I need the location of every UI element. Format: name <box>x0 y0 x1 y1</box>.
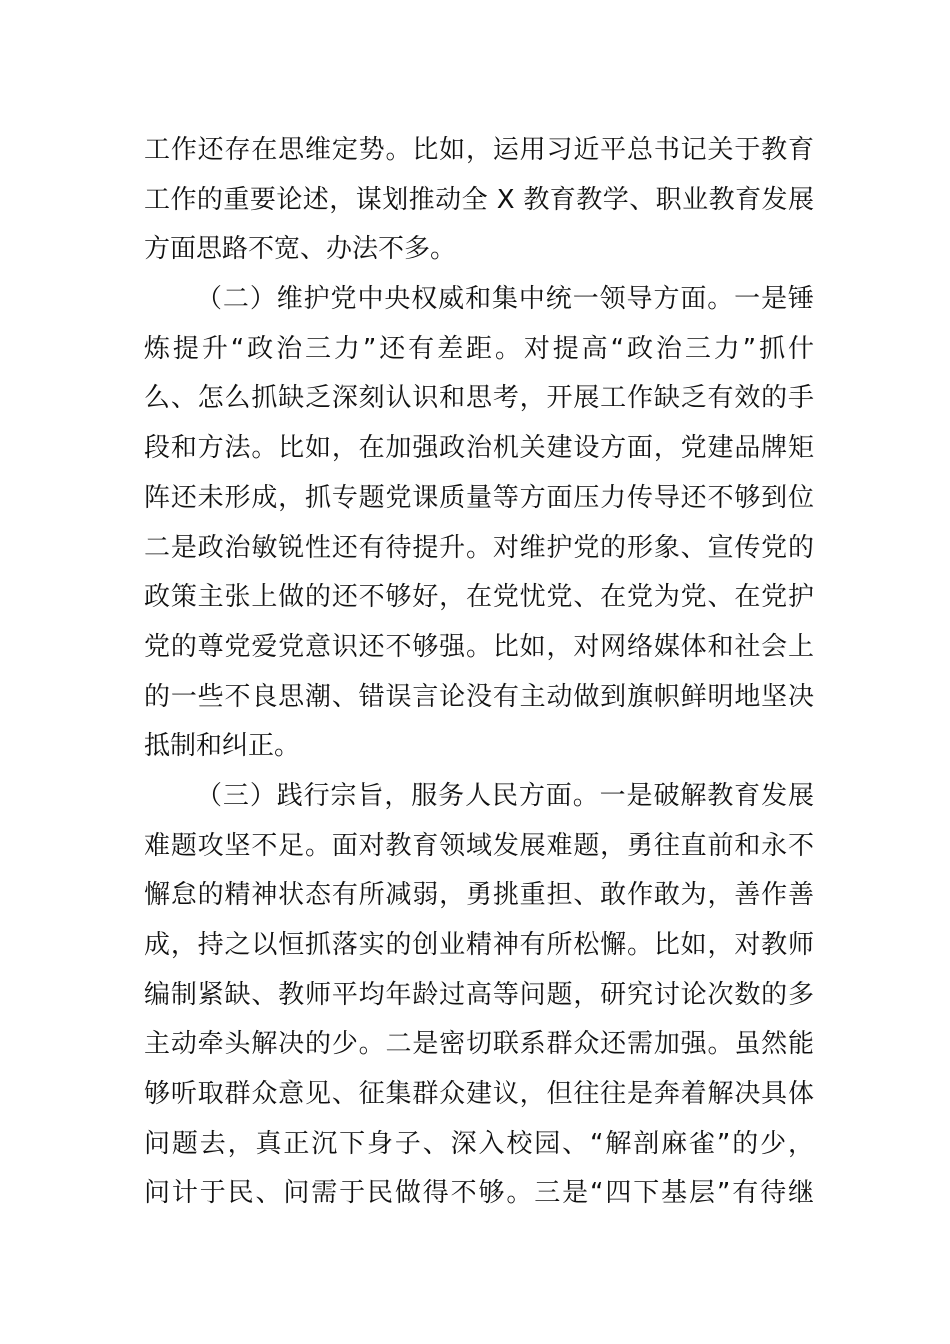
text-line: 工作的重要论述，谋划推动全 X 教育教学、职业教育发展 <box>144 184 814 215</box>
text-line: 难题攻坚不足。面对教育领域发展难题，勇往直前和永不 <box>144 830 814 861</box>
text-line: （三）践行宗旨，服务人民方面。一是破解教育发展 <box>196 780 814 811</box>
text-line: 问题去，真正沉下身子、深入校园、“解剖麻雀”的少， <box>144 1128 814 1159</box>
text-line: 成，持之以恒抓落实的创业精神有所松懈。比如，对教师 <box>144 930 814 960</box>
text-line: 炼提升“政治三力”还有差距。对提高“政治三力”抓什 <box>144 333 814 364</box>
text-line: 工作还存在思维定势。比如，运用习近平总书记关于教育 <box>144 135 814 165</box>
text-line: 主动牵头解决的少。二是密切联系群众还需加强。虽然能 <box>144 1029 814 1060</box>
body-text <box>144 126 814 1219</box>
text-line: 懈怠的精神状态有所减弱，勇挑重担、敢作敢为，善作善 <box>144 880 814 911</box>
text-line: 够听取群众意见、征集群众建议，但往往是奔着解决具体 <box>144 1079 814 1110</box>
text-line: 段和方法。比如，在加强政治机关建设方面，党建品牌矩 <box>144 433 814 464</box>
text-line: 的一些不良思潮、错误言论没有主动做到旗帜鲜明地坚决 <box>144 681 814 712</box>
text-line: 方面思路不宽、办法不多。 <box>144 234 457 265</box>
text-line: 二是政治敏锐性还有待提升。对维护党的形象、宣传党的 <box>144 532 814 563</box>
text-line: 党的尊党爱党意识还不够强。比如，对网络媒体和社会上 <box>144 631 814 662</box>
text-line: 么、怎么抓缺乏深刻认识和思考，开展工作缺乏有效的手 <box>144 383 814 414</box>
text-line: 编制紧缺、教师平均年龄过高等问题，研究讨论次数的多 <box>144 979 814 1010</box>
text-line: 抵制和纠正。 <box>144 731 301 762</box>
text-line: 阵还未形成，抓专题党课质量等方面压力传导还不够到位 <box>144 482 814 513</box>
text-line: 问计于民、问需于民做得不够。三是“四下基层”有待继 <box>144 1178 814 1209</box>
text-line: （二）维护党中央权威和集中统一领导方面。一是锤 <box>196 284 814 315</box>
text-line: 政策主张上做的还不够好，在党忧党、在党为党、在党护 <box>144 582 814 613</box>
